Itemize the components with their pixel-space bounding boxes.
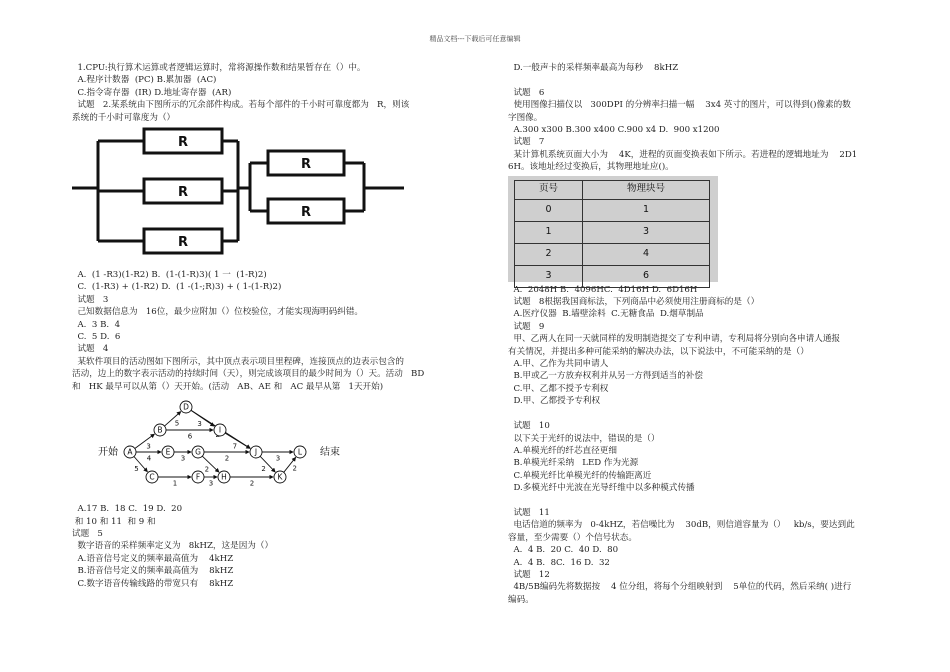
- text-line: A.17 B. 18 C. 19 D. 20: [72, 504, 183, 515]
- text-line: 使用图像扫描仪以 300DPI 的分辨率扫描一幅 3x4 英寸的图片，可以得到()像素的数: [508, 100, 851, 111]
- table-row: [515, 199, 710, 221]
- table-cell: 1: [583, 199, 710, 221]
- text-line: A.单模光纤的纤芯直径更细: [508, 445, 617, 456]
- edge-weight-DI: 3: [197, 420, 202, 429]
- text-line: 试题 2.某系统由下图所示的冗余部件构成。若每个部件的千小时可靠度都为 R，则该: [72, 100, 410, 111]
- redundant-circuit-figure: [72, 125, 404, 267]
- edge-weight-HK: 2: [249, 479, 255, 488]
- activity-graph: [72, 397, 372, 501]
- graph-node-label: F: [195, 472, 201, 482]
- text-line: C.甲、乙都不授予专利权: [508, 383, 609, 394]
- text-line: 试题 3: [72, 294, 109, 305]
- text-line: 以下关于光纤的说法中，错误的是（）: [508, 433, 660, 444]
- edge-weight-FH: 3: [208, 479, 214, 488]
- table-cell: 3: [515, 265, 583, 287]
- text-line: 有关情况，并提出多种可能采纳的解决办法，以下说法中，不可能采纳的是（）: [508, 346, 809, 357]
- text-line: 和 10 和 11 和 9 和: [72, 516, 156, 527]
- text-line: C.数字语音传输线路的带宽只有 8kHZ: [72, 578, 234, 589]
- question-block-4: [508, 62, 880, 174]
- text-line: A.语音信号定义的频率最高值为 4kHZ: [72, 553, 234, 564]
- end-label: 结束: [320, 447, 340, 459]
- edge-weight-BD: 5: [174, 419, 180, 428]
- edge-weight-CF: 1: [172, 479, 178, 488]
- text-line: 试题 9: [508, 321, 545, 332]
- text-line: C. 5 D. 6: [72, 332, 121, 343]
- question-block-2: [72, 269, 470, 393]
- left-column: [72, 62, 470, 590]
- graph-node-label: A: [127, 447, 133, 457]
- text-line: A.300 x300 B.300 x400 C.900 x4 D. 900 x1200: [508, 125, 720, 136]
- table-cell: 1: [515, 221, 583, 243]
- table-cell: 0: [515, 199, 583, 221]
- edge-weight-AC: 5: [134, 465, 139, 474]
- text-line: C.单模光纤比单模光纤的传输距离近: [508, 470, 652, 481]
- text-line: [508, 408, 880, 420]
- text-line: A. (1 -R3)(1-R2) B. (1-(1-R)3)( 1 一 (1-R)2): [72, 270, 267, 281]
- table-cell: 6: [583, 265, 710, 287]
- graph-node-label: I: [218, 425, 222, 435]
- table-row: [515, 243, 710, 265]
- text-line: 己知数据信息为 16位，最少应附加（）位校验位，才能实现海明码纠错。: [72, 307, 364, 318]
- graph-node-label: K: [277, 472, 283, 482]
- page-header: 精品文档---下载后可任意编辑: [429, 35, 521, 43]
- edge-weight-KL: 2: [292, 464, 297, 473]
- text-line: 试题 6: [508, 87, 545, 98]
- component-r-5: R: [300, 205, 312, 221]
- text-line: 4B/5B编码先将数据按 4 位分组，将每个分组映射到 5单位的代码，然后采纳( )进行: [508, 582, 852, 593]
- table-cell: 4: [583, 243, 710, 265]
- text-line: 和 HK 最早可以从第（）天开始。(活动 AB、AE 和 AC 最早从第 1天开始): [72, 381, 384, 392]
- edge-weight-IJ: 7: [232, 442, 238, 451]
- text-line: B.甲或乙一方放弃权利并从另一方得到适当的补偿: [508, 371, 703, 382]
- graph-edge-AB: [135, 434, 155, 451]
- text-line: 某软件项目的活动图如下图所示，其中顶点表示项目里程碑，连接顶点的边表示包含的: [72, 356, 405, 367]
- component-r-4: R: [300, 157, 312, 173]
- text-line: 试题 10: [508, 421, 550, 432]
- text-line: 编码。: [508, 594, 534, 605]
- table-row: [515, 221, 710, 243]
- text-line: 电话信道的频率为 0-4kHZ，若信噪比为 30dB，则信道容量为（） kb/s，要达到此: [508, 520, 855, 531]
- text-line: [508, 74, 880, 86]
- question-block-1: [72, 62, 470, 124]
- text-line: 系统的千小时可靠度为（）: [72, 112, 176, 123]
- edge-weight-BI: 6: [187, 432, 193, 441]
- graph-node-label: B: [157, 425, 163, 435]
- activity-graph-figure: [72, 397, 372, 501]
- text-line: 试题 11: [508, 507, 550, 518]
- text-line: 试题 8根据我国商标法，下列商品中必须使用注册商标的是（）: [508, 297, 760, 308]
- text-line: D.甲、乙都授予专利权: [508, 396, 601, 407]
- component-r-2: R: [177, 185, 189, 201]
- table-cell: 3: [583, 221, 710, 243]
- text-line: 1.CPU:执行算术运算或者逻辑运算时，常将源操作数和结果暂存在（）中。: [72, 63, 366, 73]
- component-r-1: R: [177, 135, 189, 151]
- text-line: B.单模光纤采纳 LED 作为光源: [508, 458, 639, 469]
- text-line: 试题 5: [72, 528, 103, 539]
- text-line: 容量，至少需要（）个信号状态。: [508, 532, 637, 543]
- table-row: [515, 265, 710, 287]
- graph-node-label: G: [195, 447, 201, 457]
- graph-node-label: D: [183, 402, 189, 412]
- text-line: A.医疗仪器 B.墙壁涂料 C.无糖食品 D.烟草制品: [508, 309, 704, 320]
- edge-weight-GH: 2: [204, 465, 210, 474]
- text-line: 活动，边上的数字表示活动的持续时间（天），则完成该项目的最少时间为（）天。活动 BD: [72, 369, 425, 380]
- text-line: 6H。该地址经过变换后，其物理地址应()。: [508, 162, 674, 173]
- edge-weight-JK: 2: [261, 465, 266, 474]
- edge-weight-AE: 4: [146, 454, 152, 463]
- circuit-diagram: [72, 125, 404, 267]
- text-line: C.指令寄存器 (IR) D.地址寄存器 (AR): [72, 87, 232, 98]
- question-block-5: [508, 284, 880, 607]
- graph-node-label: L: [297, 447, 303, 457]
- page-table-figure: [508, 176, 718, 282]
- text-line: 数字语音的采样频率定义为 8kHZ，这是因为（）: [72, 541, 274, 552]
- text-line: A. 4 B. 20 C. 40 D. 80: [508, 545, 619, 556]
- edge-weight-JL: 3: [275, 454, 281, 463]
- edge-weight-AB: 3: [146, 442, 151, 451]
- page-table-header-page: 页号: [515, 180, 583, 199]
- edge-weight-GJ: 2: [224, 454, 230, 463]
- graph-node-label: J: [254, 447, 258, 457]
- edge-weight-EG: 3: [180, 454, 186, 463]
- text-line: A. 2048H B. 4096HC. 4D16H D. 6D16H: [508, 284, 698, 295]
- text-line: 字图像。: [508, 112, 543, 123]
- text-line: A.程序计数器 (PC) B.累加器 (AC): [72, 75, 217, 86]
- right-column: [508, 62, 880, 606]
- text-line: 试题 4: [72, 344, 109, 355]
- graph-node-label: E: [165, 447, 171, 457]
- table-cell: 2: [515, 243, 583, 265]
- text-line: 试题 12: [508, 569, 550, 580]
- text-line: D.一般声卡的采样频率最高为每秒 8kHZ: [508, 63, 679, 73]
- text-line: 某计算机系统页面大小为 4K，进程的页面变换表如下所示。若进程的逻辑地址为 2D1: [508, 149, 858, 160]
- page-table-header-block: 物理块号: [583, 180, 710, 199]
- text-line: [508, 495, 880, 507]
- text-line: A. 4 B. 8C. 16 D. 32: [508, 557, 610, 568]
- question-block-3: [72, 503, 470, 590]
- graph-node-label: H: [221, 472, 227, 482]
- page-table: [514, 180, 710, 288]
- text-line: B.语音信号定义的频率最高值为 8kHZ: [72, 566, 234, 577]
- graph-node-label: C: [149, 472, 155, 482]
- text-line: A. 3 B. 4: [72, 319, 121, 330]
- component-r-3: R: [177, 235, 189, 251]
- text-line: A.甲、乙作为共同申请人: [508, 359, 609, 370]
- start-label: 开始: [98, 447, 118, 459]
- text-line: 试题 7: [508, 137, 545, 148]
- text-line: D.多模光纤中光波在光导纤维中以多种模式传播: [508, 483, 695, 494]
- text-line: C. (1-R3) + (1-R2) D. (1 -(1-;R)3) + ( 1-(1-R)2): [72, 282, 282, 293]
- text-line: 甲、乙两人在同一天就同样的发明制造提交了专利申请，专利局将分别向各申请人通报: [508, 334, 841, 345]
